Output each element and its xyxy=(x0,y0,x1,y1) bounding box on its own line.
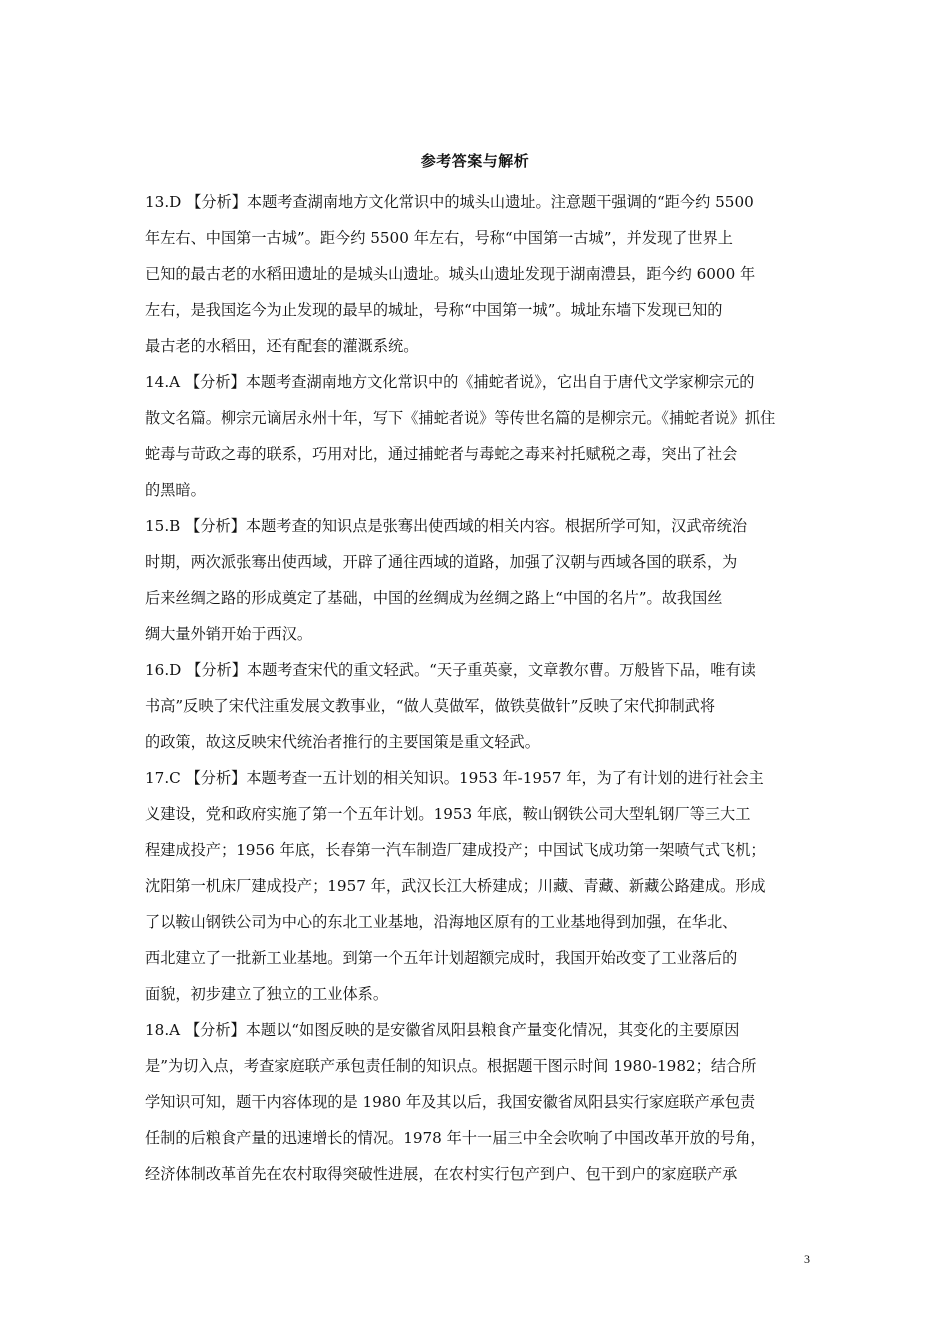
text-line: 15.B 【分析】本题考查的知识点是张骞出使西域的相关内容。根据所学可知，汉武帝统治 xyxy=(145,517,748,535)
text-line: 义建设，党和政府实施了第一个五年计划。1953 年底，鞍山钢铁公司大型轧钢厂等三大工 xyxy=(145,805,751,823)
text-line: 已知的最古老的水稻田遗址的是城头山遗址。城头山遗址发现于湖南澧县，距今约 6000 年 xyxy=(145,265,756,283)
text-line: 散文名篇。柳宗元谪居永州十年，写下《捕蛇者说》等传世名篇的是柳宗元。《捕蛇者说》抓住 xyxy=(145,409,776,427)
text-line: 绸大量外销开始于西汉。 xyxy=(145,625,313,643)
text-line: 蛇毒与苛政之毒的联系，巧用对比，通过捕蛇者与毒蛇之毒来衬托赋税之毒，突出了社会 xyxy=(145,445,738,463)
text-line: 是”为切入点，考查家庭联产承包责任制的知识点。根据题干图示时间 1980-1982；结合所 xyxy=(145,1057,757,1075)
text-line: 沈阳第一机床厂建成投产；1957 年，武汉长江大桥建成；川藏、青藏、新藏公路建成。形成 xyxy=(145,877,766,895)
answer-body xyxy=(145,184,807,1192)
text-line: 的黑暗。 xyxy=(145,481,206,499)
text-line: 年左右、中国第一古城”。距今约 5500 年左右，号称“中国第一古城”，并发现了世界上 xyxy=(145,229,733,247)
text-line: 17.C 【分析】本题考查一五计划的相关知识。1953 年-1957 年，为了有计划的进行社会主 xyxy=(145,769,764,787)
text-line: 任制的后粮食产量的迅速增长的情况。1978 年十一届三中全会吹响了中国改革开放的号角， xyxy=(145,1129,766,1147)
page-number: 3 xyxy=(804,1252,810,1266)
text-line: 最古老的水稻田，还有配套的灌溉系统。 xyxy=(145,337,419,355)
text-line: 经济体制改革首先在农村取得突破性进展，在农村实行包产到户、包干到户的家庭联产承 xyxy=(145,1165,738,1183)
text-line: 了以鞍山钢铁公司为中心的东北工业基地，沿海地区原有的工业基地得到加强，在华北、 xyxy=(145,913,738,931)
text-line: 程建成投产；1956 年底，长春第一汽车制造厂建成投产；中国试飞成功第一架喷气式飞机； xyxy=(145,841,766,859)
text-line: 16.D 【分析】本题考查宋代的重文轻武。“天子重英豪，文章教尔曹。万般皆下品，唯有读 xyxy=(145,661,756,679)
text-line: 的政策，故这反映宋代统治者推行的主要国策是重文轻武。 xyxy=(145,733,540,751)
text-line: 后来丝绸之路的形成奠定了基础，中国的丝绸成为丝绸之路上“中国的名片”。故我国丝 xyxy=(145,589,723,607)
text-line: 书高”反映了宋代注重发展文教事业，“做人莫做军，做铁莫做针”反映了宋代抑制武将 xyxy=(145,697,716,715)
text-line: 西北建立了一批新工业基地。到第一个五年计划超额完成时，我国开始改变了工业落后的 xyxy=(145,949,738,967)
text-line: 左右，是我国迄今为止发现的最早的城址，号称“中国第一城”。城址东墙下发现已知的 xyxy=(145,301,723,319)
text-line: 18.A 【分析】本题以“如图反映的是安徽省凤阳县粮食产量变化情况，其变化的主要原因 xyxy=(145,1021,740,1039)
text-line: 13.D 【分析】本题考查湖南地方文化常识中的城头山遗址。注意题干强调的“距今约 5500 xyxy=(145,193,754,211)
text-line: 面貌，初步建立了独立的工业体系。 xyxy=(145,985,388,1003)
text-line: 时期，两次派张骞出使西域，开辟了通往西域的道路，加强了汉朝与西域各国的联系，为 xyxy=(145,553,738,571)
text-line: 学知识可知，题干内容体现的是 1980 年及其以后，我国安徽省凤阳县实行家庭联产承包责 xyxy=(145,1093,756,1111)
text-line: 14.A 【分析】本题考查湖南地方文化常识中的《捕蛇者说》，它出自于唐代文学家柳宗元的 xyxy=(145,373,755,391)
page-title: 参考答案与解析 xyxy=(420,152,530,170)
